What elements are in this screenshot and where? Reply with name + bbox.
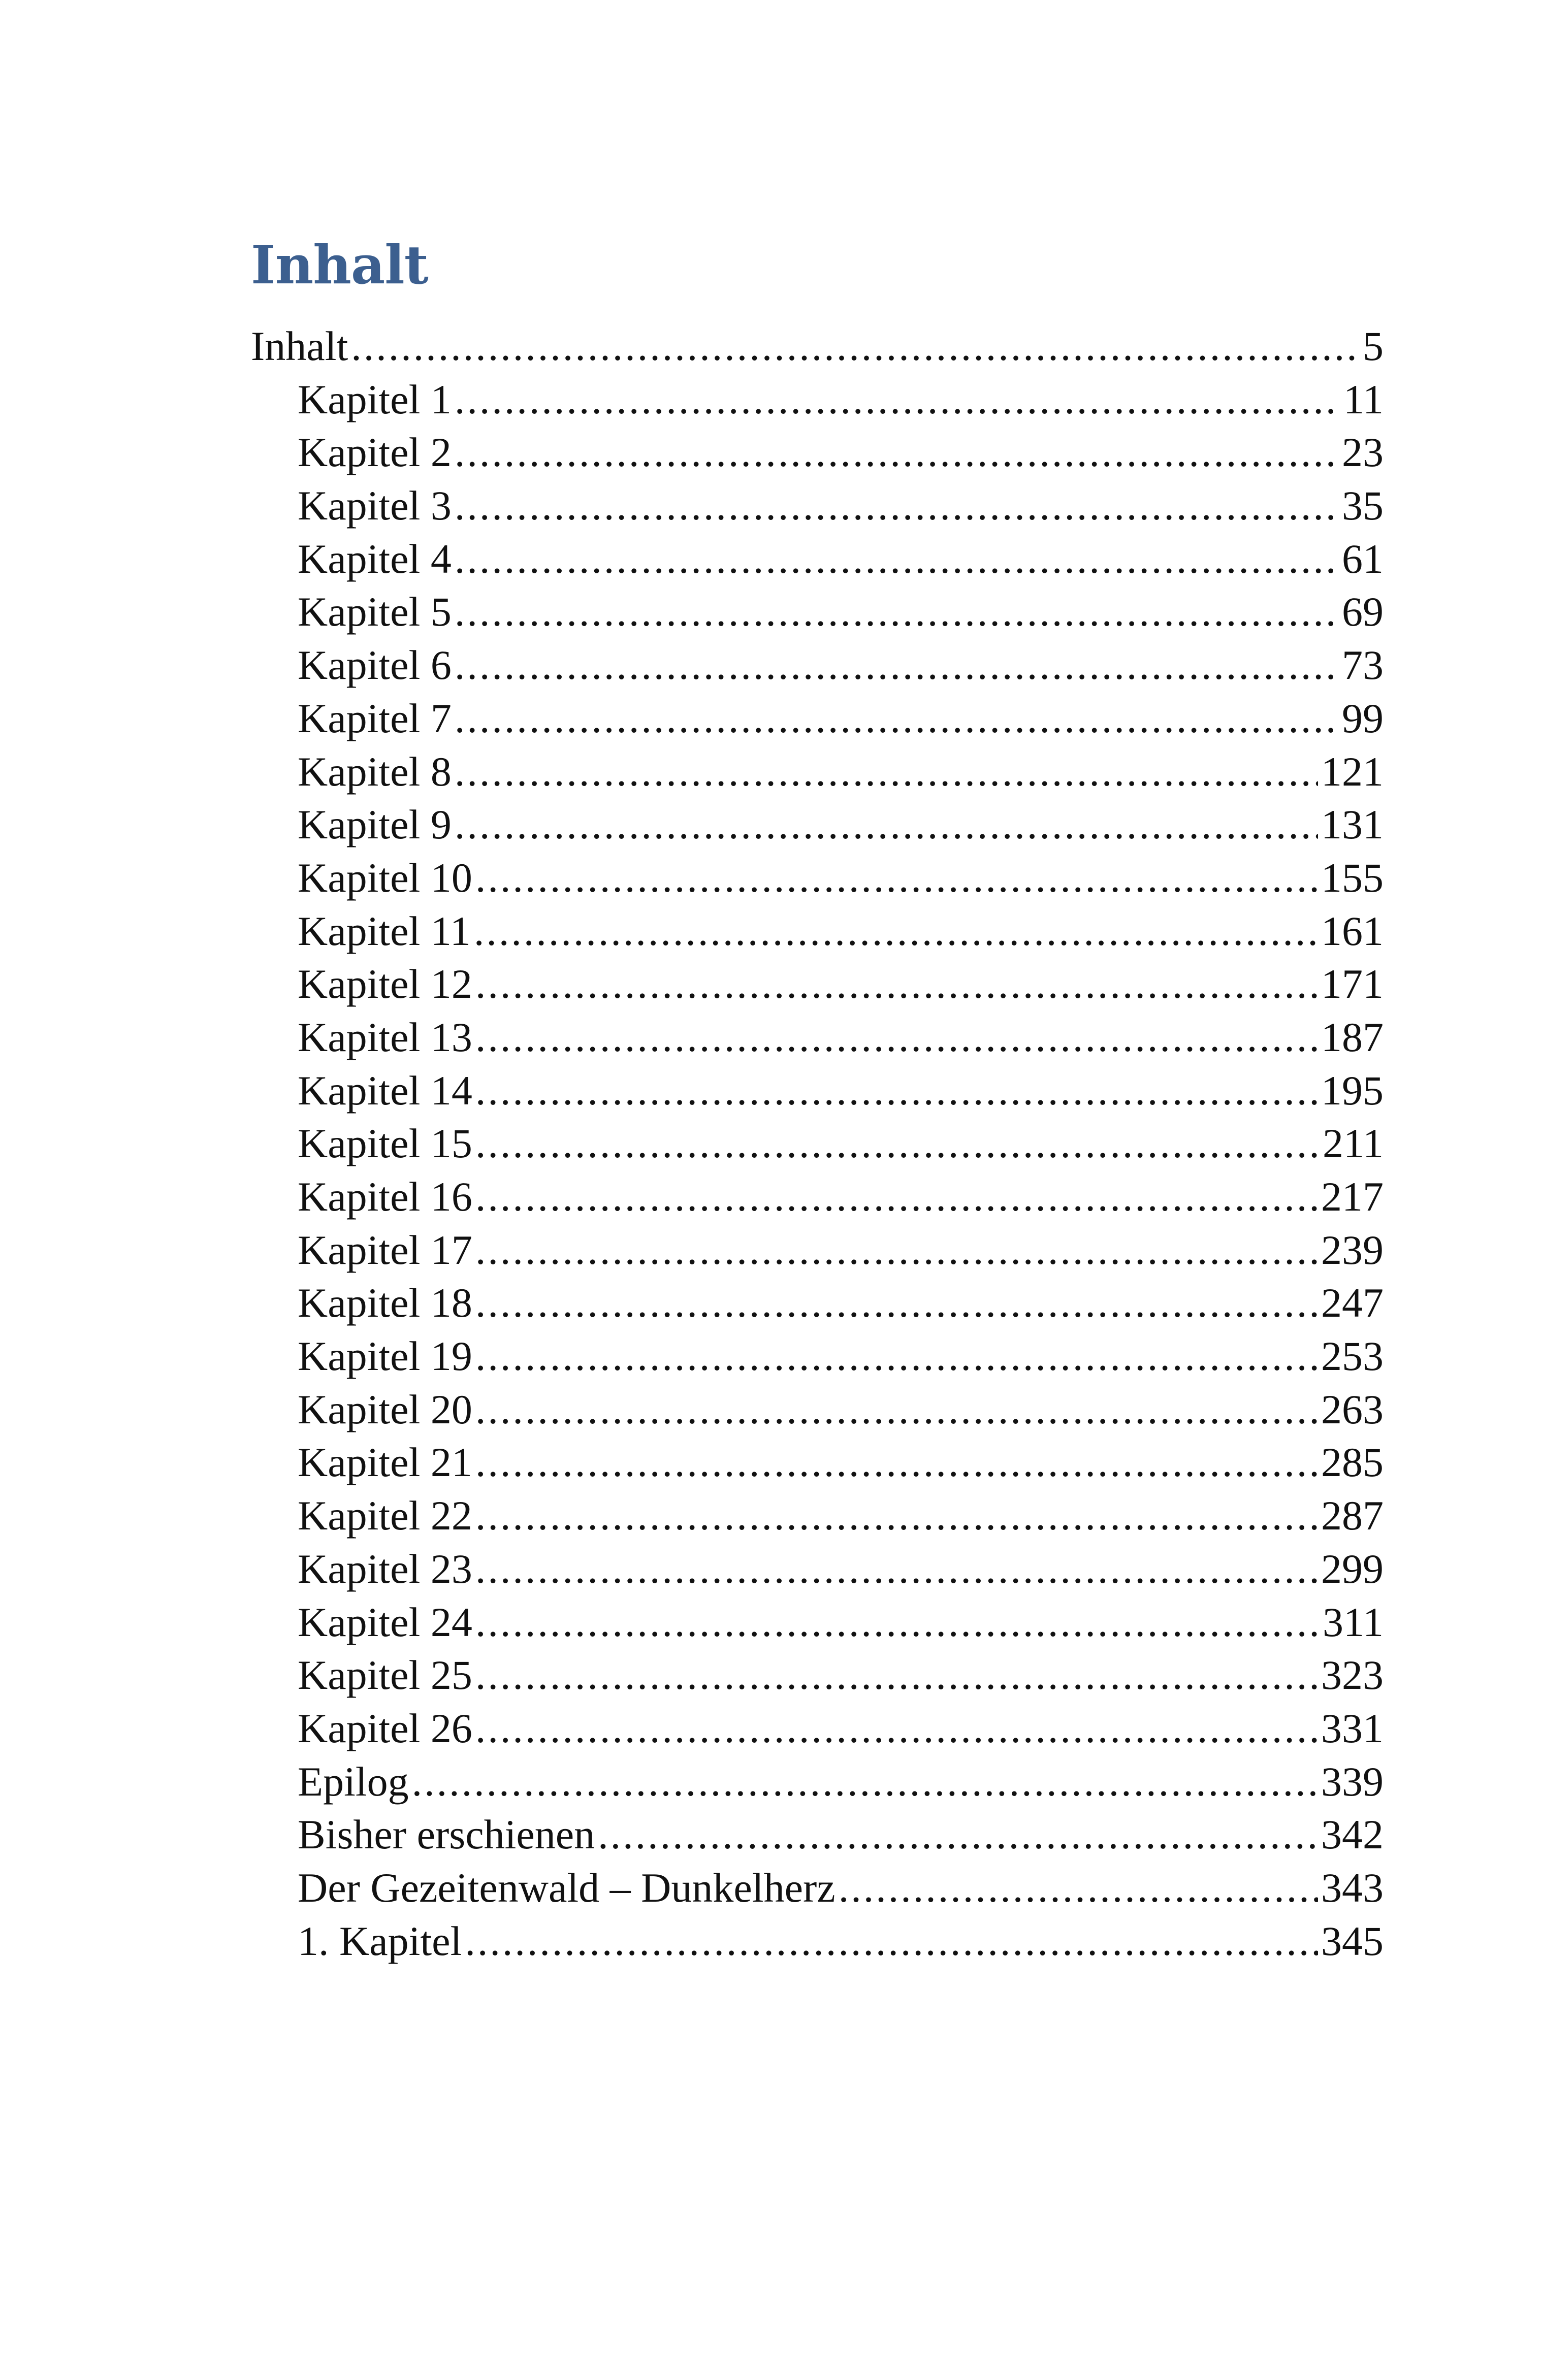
toc-entry-label: Kapitel 24 [298, 1599, 472, 1645]
toc-entry-page-number: 311 [1323, 1599, 1384, 1645]
toc-entry[interactable] [251, 745, 1384, 799]
toc-entry[interactable] [251, 1915, 1384, 1968]
toc-entry[interactable] [251, 1543, 1384, 1596]
toc-entry-page-number: 253 [1321, 1333, 1384, 1380]
toc-entry-label: Kapitel 4 [298, 535, 452, 582]
toc-dot-leader [455, 798, 1318, 852]
toc-entry[interactable] [251, 1755, 1384, 1809]
toc-entry-label: Kapitel 17 [298, 1226, 472, 1273]
toc-entry-label: Kapitel 12 [298, 961, 472, 1007]
toc-dot-leader [455, 426, 1339, 479]
toc-entry-label: Kapitel 21 [298, 1439, 472, 1486]
toc-entry[interactable] [251, 1224, 1384, 1277]
toc-entry-label: Kapitel 14 [298, 1067, 472, 1114]
toc-entry-page-number: 99 [1342, 695, 1384, 741]
toc-entry-page-number: 121 [1321, 748, 1384, 795]
toc-dot-leader [475, 1702, 1318, 1755]
toc-entry-page-number: 23 [1342, 429, 1384, 476]
toc-entry-label: 1. Kapitel [298, 1917, 462, 1964]
toc-heading: Inhalt [251, 234, 428, 296]
toc-dot-leader [475, 958, 1318, 1011]
toc-entry[interactable] [251, 585, 1384, 639]
toc-entry-label: Kapitel 8 [298, 748, 452, 795]
toc-entry-page-number: 11 [1343, 376, 1384, 422]
toc-entry-label: Kapitel 18 [298, 1280, 472, 1326]
toc-dot-leader [455, 479, 1339, 533]
toc-entry-page-number: 73 [1342, 642, 1384, 689]
toc-entry-label: Kapitel 10 [298, 854, 472, 901]
toc-entry[interactable] [251, 692, 1384, 745]
toc-dot-leader [475, 1596, 1320, 1649]
toc-entry[interactable] [251, 426, 1384, 479]
toc-entry-label: Kapitel 7 [298, 695, 452, 741]
toc-entry-label: Kapitel 22 [298, 1492, 472, 1539]
toc-entry[interactable] [251, 1011, 1384, 1064]
toc-entry-page-number: 339 [1321, 1758, 1384, 1805]
toc-dot-leader [455, 692, 1339, 745]
toc-entry[interactable] [251, 1702, 1384, 1755]
toc-dot-leader [475, 1011, 1318, 1064]
table-of-contents [251, 320, 1384, 1968]
toc-entry-page-number: 131 [1321, 801, 1384, 848]
toc-entry-label: Der Gezeitenwald – Dunkelherz [298, 1864, 836, 1911]
toc-entry-label: Kapitel 20 [298, 1386, 472, 1432]
toc-entry-label: Inhalt [251, 323, 348, 369]
toc-dot-leader [474, 905, 1318, 958]
toc-entry[interactable] [251, 1117, 1384, 1170]
toc-entry-page-number: 69 [1342, 589, 1384, 635]
toc-dot-leader [475, 1543, 1318, 1596]
toc-dot-leader [475, 1277, 1318, 1330]
toc-entry-label: Kapitel 2 [298, 429, 452, 476]
toc-entry-page-number: 61 [1342, 535, 1384, 582]
toc-dot-leader [455, 585, 1339, 639]
toc-entry[interactable] [251, 1383, 1384, 1437]
toc-entry[interactable] [251, 373, 1384, 427]
toc-entry-page-number: 171 [1321, 961, 1384, 1007]
toc-dot-leader [455, 373, 1340, 427]
toc-entry-page-number: 287 [1321, 1492, 1384, 1539]
toc-entry-page-number: 343 [1321, 1864, 1384, 1911]
toc-entry[interactable] [251, 852, 1384, 905]
toc-dot-leader [475, 1383, 1318, 1437]
toc-entry-page-number: 187 [1321, 1014, 1384, 1060]
toc-entry-page-number: 299 [1321, 1545, 1384, 1592]
toc-entry-page-number: 285 [1321, 1439, 1384, 1486]
toc-entry-label: Kapitel 25 [298, 1652, 472, 1699]
toc-entry-page-number: 263 [1321, 1386, 1384, 1432]
toc-dot-leader [455, 745, 1318, 799]
toc-entry[interactable] [251, 958, 1384, 1011]
toc-entry[interactable] [251, 905, 1384, 958]
toc-dot-leader [475, 1117, 1320, 1170]
toc-entry-page-number: 35 [1342, 482, 1384, 529]
toc-dot-leader [465, 1915, 1318, 1968]
toc-entry-label: Kapitel 23 [298, 1545, 472, 1592]
toc-entry-label: Kapitel 9 [298, 801, 452, 848]
toc-entry-page-number: 211 [1323, 1120, 1384, 1167]
toc-dot-leader [475, 1489, 1318, 1543]
toc-entry-page-number: 342 [1321, 1811, 1384, 1858]
toc-entry[interactable] [251, 639, 1384, 692]
toc-entry-label: Kapitel 1 [298, 376, 452, 422]
toc-dot-leader [455, 533, 1339, 586]
toc-dot-leader [455, 639, 1339, 692]
toc-entry[interactable] [251, 798, 1384, 852]
toc-entry[interactable] [251, 1862, 1384, 1915]
toc-entry[interactable] [251, 1596, 1384, 1649]
toc-dot-leader [475, 1649, 1318, 1702]
toc-entry[interactable] [251, 1064, 1384, 1118]
toc-entry[interactable] [251, 533, 1384, 586]
toc-dot-leader [475, 1170, 1318, 1224]
toc-entry-label: Kapitel 19 [298, 1333, 472, 1380]
toc-entry[interactable] [251, 1489, 1384, 1543]
toc-entry-page-number: 331 [1321, 1705, 1384, 1751]
toc-dot-leader [598, 1808, 1318, 1862]
toc-entry-page-number: 239 [1321, 1226, 1384, 1273]
toc-entry-label: Kapitel 11 [298, 907, 471, 954]
toc-entry-label: Bisher erschienen [298, 1811, 595, 1858]
toc-entry-label: Kapitel 15 [298, 1120, 472, 1167]
toc-entry-page-number: 195 [1321, 1067, 1384, 1114]
toc-entry-label: Kapitel 13 [298, 1014, 472, 1060]
toc-entry[interactable] [251, 479, 1384, 533]
toc-entry-page-number: 217 [1321, 1173, 1384, 1220]
toc-dot-leader [351, 320, 1360, 373]
toc-entry[interactable] [251, 1649, 1384, 1702]
toc-entry[interactable] [251, 1808, 1384, 1862]
toc-dot-leader [475, 1436, 1318, 1489]
toc-entry-label: Kapitel 3 [298, 482, 452, 529]
toc-dot-leader [475, 852, 1318, 905]
toc-entry-page-number: 155 [1321, 854, 1384, 901]
toc-dot-leader [475, 1330, 1318, 1383]
toc-entry-label: Kapitel 16 [298, 1173, 472, 1220]
toc-dot-leader [475, 1224, 1318, 1277]
toc-entry-label: Kapitel 5 [298, 589, 452, 635]
toc-entry-page-number: 323 [1321, 1652, 1384, 1699]
toc-entry-label: Kapitel 6 [298, 642, 452, 689]
toc-entry[interactable] [251, 1170, 1384, 1224]
toc-entry-page-number: 5 [1363, 323, 1384, 369]
toc-entry-page-number: 247 [1321, 1280, 1384, 1326]
toc-entry-label: Kapitel 26 [298, 1705, 472, 1751]
toc-dot-leader [412, 1755, 1318, 1809]
toc-entry[interactable] [251, 1277, 1384, 1330]
toc-entry[interactable] [251, 1330, 1384, 1383]
toc-entry[interactable] [251, 1436, 1384, 1489]
toc-entry-page-number: 345 [1321, 1917, 1384, 1964]
toc-dot-leader [475, 1064, 1318, 1118]
toc-entry[interactable] [251, 320, 1384, 373]
toc-entry-page-number: 161 [1321, 907, 1384, 954]
toc-entry-label: Epilog [298, 1758, 409, 1805]
toc-dot-leader [839, 1862, 1318, 1915]
